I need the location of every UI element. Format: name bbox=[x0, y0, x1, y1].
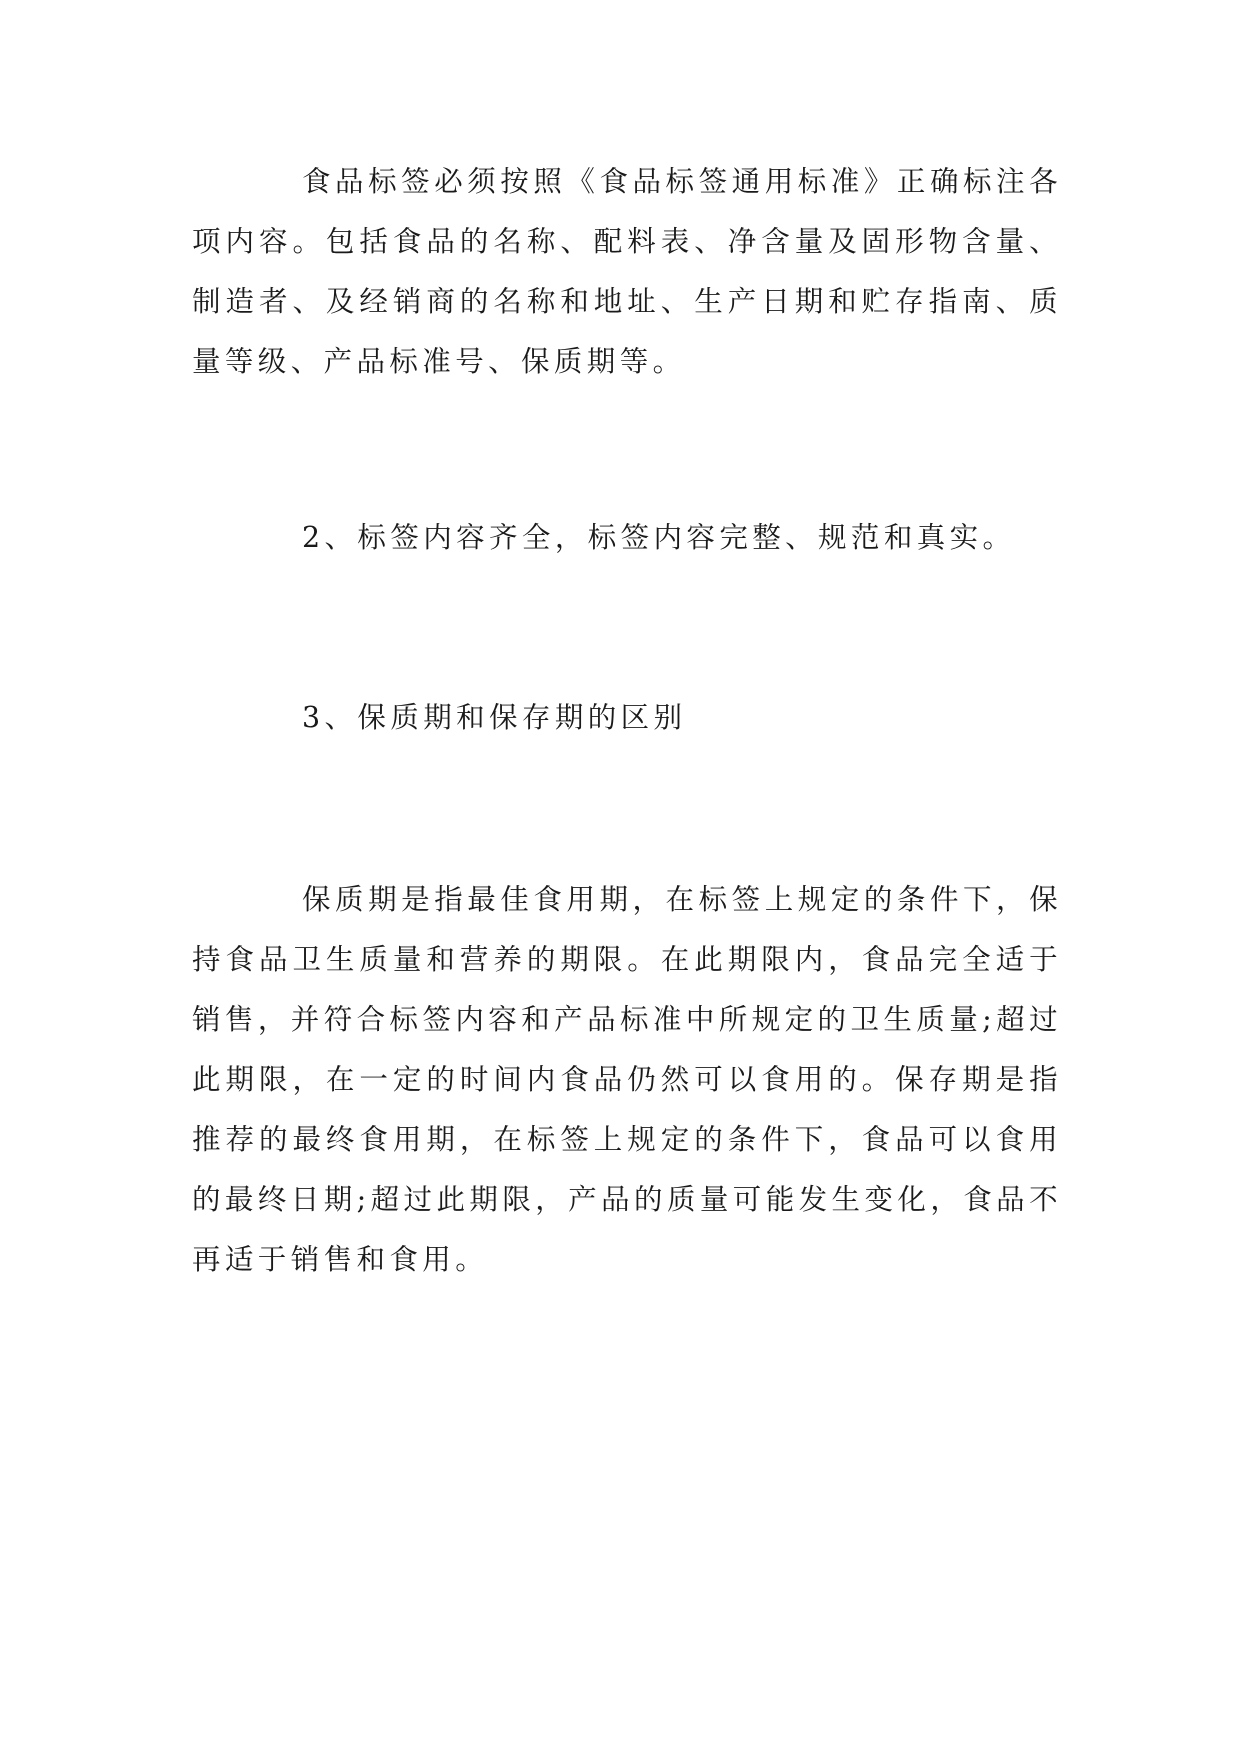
paragraph-label-requirements: 食品标签必须按照《食品标签通用标准》正确标注各项内容。包括食品的名称、配料表、净含量及固形物含量、制造者、及经销商的名称和地址、生产日期和贮存指南、质量等级、产品标准号、保质期等。 bbox=[192, 165, 1062, 378]
item-2-label-content-complete: 2、标签内容齐全，标签内容完整、规范和真实。 bbox=[302, 521, 1016, 554]
paragraph-shelf-life-definition: 保质期是指最佳食用期，在标签上规定的条件下，保持食品卫生质量和营养的期限。在此期限内，食品完全适于销售，并符合标签内容和产品标准中所规定的卫生质量;超过此期限，在一定的时间内食品仍然可以食用的。保存期是指推荐的最终食用期，在标签上规定的条件下，食品可以食用的最终日期;超过此期限，产品的质量可能发生变化，食品不再适于销售和食用。 bbox=[192, 883, 1062, 1276]
item-3-shelf-life-difference: 3、保质期和保存期的区别 bbox=[302, 701, 687, 734]
